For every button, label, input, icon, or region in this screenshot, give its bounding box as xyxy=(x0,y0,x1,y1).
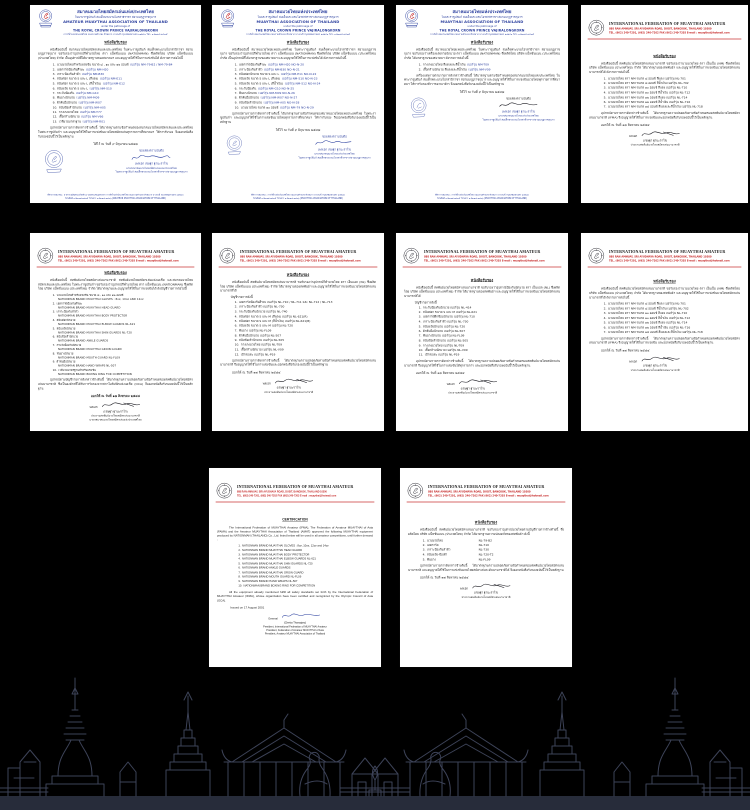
date-line: ให้ไว้ ณ วันที่ ๙ มิถุนายน ๒๕๔๗ xyxy=(275,128,321,132)
letterhead xyxy=(219,247,378,267)
list-item: กางเกงมวยไทย เบอร์รุ่น NL-T09 xyxy=(240,343,283,347)
certificate-thumbnail-7[interactable] xyxy=(396,233,568,431)
org-patronage-english: under the patronage of xyxy=(100,24,131,28)
list-item: สนับศอก ขนาด S และ M (สีน้ำเงิน) เบอร์รุ่น NL-621(B) xyxy=(238,319,311,323)
date-line: ให้ไว้ ณ วันที่ ๙ มิถุนายน ๒๕๔๗ xyxy=(93,142,138,147)
list-item: NATIONMAN BRAND HAND WRAPS NL-507 xyxy=(241,579,298,583)
document-title: หนังสือรับรอง xyxy=(470,277,494,283)
list-item: NATIONMAN BRAND MUAYTHAI SHIN GUARDS NL-720 xyxy=(241,561,313,565)
org-name: INTERNATIONAL FEDERATION OF MUAYTHAI AMATEUR xyxy=(427,484,545,489)
list-item: สนับข้อเท้านักมวย เบอร์รุ่น NM-A05 xyxy=(58,105,106,110)
certificate-thumbnail-5[interactable] xyxy=(30,233,201,431)
federation-logo-icon xyxy=(588,247,605,264)
list-item: เวทีมวยมาตรฐานสำหรับแข่งขัน NATIONMAN BRAND BOXING RING FOR COMPETITION xyxy=(57,368,132,376)
certificate-thumbnail-1[interactable] xyxy=(30,5,201,203)
date-line: ออกให้ ณ วันที่ ๑๗ สิงหาคม ๒๕๔๔ xyxy=(231,370,281,375)
closing-paragraph: เครื่องแต่งกายตามรายการดังกล่าวข้างต้นนี้ ได้มาตรฐานตามข้อกำหนดของสมาคมมวยไทยแห่งประเทศไทย ในพระราชูปถัมภ์ สมเด็จพระบรมโอรสาธิราชฯ สยามมกุฎราชกุมาร และอนุญาตให้ใช้ในการแข่งขันมวยไทยทุกรายการที่สมาคมฯ ให้การรับรองทั่วราชอาณาจักร จึงออกหนังสือรับรองฉบับนี้ไว้เป็นหลักฐาน xyxy=(403,74,560,87)
list-item: นวมมวยไทย ตรา NM ขนาด ๑๒ ออนซ์ สีน้ำเงิน เบอร์รุ่น NL-716 xyxy=(607,100,691,105)
list-item: เฮดการ์ดฝึกซ้อมนักมวย เบอร์รุ่น NL-710 xyxy=(422,315,475,319)
org-name: INTERNATIONAL FEDERATION OF MUAYTHAI AMATEUR xyxy=(239,249,357,254)
list-item: กระจับป้องกัน เบอร์รุ่น NM-G10 NO-N-25 xyxy=(238,86,295,91)
list-item: NATIONMAN BRAND MUAYTHAI ELBOW GUARDS NL-621 xyxy=(241,557,316,561)
signatory-title: ประธานสหพันธ์มวยไทยสมัครเล่นนานาชาติ xyxy=(461,595,511,599)
list-item: ผ้าพันมือนักมวย NATIONMAN BRAND HAND WRAPS NL-507 xyxy=(56,359,117,368)
list-item: ผ้าพันมือนักมวย เบอร์รุ่น NL-507 xyxy=(422,329,466,334)
signature-label: พลเอก xyxy=(629,360,638,364)
association-logo-icon xyxy=(403,8,420,29)
list-item: เฮดการ์ดป้องกันศีรษะ เบอร์รุ่น NM-H20 xyxy=(56,67,109,72)
equipment-list xyxy=(604,302,740,335)
letterhead xyxy=(30,5,201,36)
equipment-list xyxy=(238,544,373,588)
signatory-name: (เชษฐา ฐานะจาโร) xyxy=(460,386,485,391)
signature xyxy=(273,377,314,386)
signatory-title: ประธานสหพันธ์มวยไทยสมัครเล่นนานาชาติ xyxy=(448,391,498,395)
list-item: สนับศอก ขนาด S และ M เบอร์รุ่น NL-621 xyxy=(422,310,478,315)
org-address: 888 RAN AMNUAY, SRI AYUDHAYA ROAD, DUSIT, BANGKOK, THAILAND 10300 xyxy=(608,255,712,259)
letterhead xyxy=(407,482,566,502)
signatory-title-2: ในพระราชูปถัมภ์ สมเด็จพระบรมโอรสาธิราชฯ สยามมกุฎราชกุมาร xyxy=(115,170,188,174)
list-item: กระจับป้องกัน เบอร์รุ่น NM-G10 xyxy=(56,91,99,95)
signatory-name: (เชษฐา ฐานะจาโร) xyxy=(643,138,668,143)
list-item: เกราะป้องกันลำตัว เบอร์รุ่น NL-730 xyxy=(422,320,469,324)
list-lead-in: บัญชีรายการดังนี้ xyxy=(230,295,253,299)
certificate-thumbnail-6[interactable] xyxy=(212,233,384,431)
certificate-thumbnail-8[interactable] xyxy=(581,233,748,431)
signature xyxy=(314,139,355,148)
temple-skyline-art xyxy=(0,650,750,810)
document-title: หนังสือรับรอง xyxy=(104,270,127,275)
list-item: เป้าล่อเตะ เบอร์รุ่น NL-P19 xyxy=(424,353,460,357)
letterhead xyxy=(212,5,384,36)
body-paragraph: หนังสือฉบับนี้ สหพันธ์มวยไทยสมัครเล่นนานาชาติ ขอรับรองว่านวมมวยไทย ตรา เอ็นเอ็ม (NM) ซึ่งผลิตโดย บริษัท แน็ทชั่นแมน (ประเทศไทย) จำกัด ได้มาตรฐานของสหพันธ์ฯ และอนุญาตให้ใช้ในการแข่งขันมวยไทยสมัครเล่นนานาชาติได้ ดังรายการต่อไปนี้ xyxy=(588,61,740,74)
list-item: สนับข้อเท้านักมวย เบอร์รุ่น NL-505 xyxy=(238,338,285,342)
signatory-title: ประธานสหพันธ์มวยไทยสมัครเล่นนานาชาติ xyxy=(264,390,314,394)
document-title: หนังสือรับรอง xyxy=(286,39,310,45)
list-item: ฟันยาง เบอร์รุ่น NL-FL09 xyxy=(238,329,272,333)
closing-paragraph: อุปกรณ์ตามรายการดังกล่าวข้างต้นนี้ ได้มาตรฐานความปลอดภัยตามข้อกำหนดของสหพันธ์มวยไทยสมัครเล่นนานาชาติ (IFMA) จึงอนุญาตให้ใช้ในการแข่งขันและออกหนังสือรับรองฉบับนี้ไว้เป็นหลักฐาน xyxy=(588,111,740,120)
closing-paragraph: อุปกรณ์ตามรายการดังกล่าวข้างต้นนี้ ได้มาตรฐานความปลอดภัยตามข้อกำหนดของสหพันธ์มวยไทยสมัครเล่นนานาชาติ จึงอนุญาตให้ใช้ในการแข่งขันได้ทุกรายการ และออกหนังสือรับรองฉบับนี้ไว้เป็นหลักฐาน xyxy=(403,359,560,368)
document-title: หนังสือรับรอง xyxy=(470,39,494,45)
signature xyxy=(100,401,141,410)
list-item: นวมมวยไทย ตรา NM ขนาด ๑๒ ออนซ์ สีน้ำเงิน เบอร์รุ่น NL-716 xyxy=(607,326,691,330)
org-contact-line: การกีฬาแห่งประเทศไทย ถนนรามคำแหง หัวหมาก บางกะปิ กรุงเทพมหานคร ๑๐๒๔๐ โทร. ๐-๒๓๑๘-๑๔๓๕ xyxy=(246,32,350,36)
closing-paragraph: อุปกรณ์ตามรายการดังกล่าวข้างต้นนี้ ได้มาตรฐานความปลอดภัยตามข้อกำหนดของสหพันธ์มวยไทยสมัครเล่นนานาชาติ (IFMA) จึงอนุญาตให้ใช้ในการแข่งขัน และออกหนังสือรับรองฉบับนี้ไว้เป็นหลักฐาน xyxy=(588,337,740,345)
body-paragraph: หนังสือฉบับนี้ สหพันธ์มวยไทยสมัครเล่นนานาชาติ สหพันธ์มวยไทยสมัครเล่นแห่งเอเชีย และสมาคมมวยไทยสมัครเล่นแห่งประเทศไทย ในพระราชูปถัมภ์ฯ ขอรับรองว่าอุปกรณ์กีฬามวยไทย ตรา แน็ทชั่นแมน (NATIONMAN) ซึ่งผลิตโดย บริษัท แน็ทชั่นแมน (ประเทศไทย) จำกัด ได้มาตรฐานและอนุญาตให้ใช้ในการแข่งขันได้ ดังบัญชีรายการต่อไปนี้ xyxy=(37,278,193,291)
list-item: สนับแข้ง ขนาด S และ L (สีน้ำเงิน) เบอร์รุ่น NM-S12 NO-N-24 xyxy=(238,82,321,86)
org-name: INTERNATIONAL FEDERATION OF MUAYTHAI AMATEUR xyxy=(423,249,541,254)
closing-paragraph: อุปกรณ์ตามรายการดังกล่าวข้างต้นนี้ ได้มาตรฐานตามข้อกำหนดของสมาคมมวยไทยสมัครเล่นแห่งประเทศไทย ในพระราชูปถัมภ์ฯ และอนุญาตให้ใช้ในการแข่งขันมวยไทยสมัครเล่นทุกรายการที่สมาคมฯ ให้การรับรอง จึงออกหนังสือรับรองฉบับนี้ไว้เป็นหลักฐาน xyxy=(37,126,193,139)
org-name-english: MUAYTHAI ASSOCIATION OF THAILAND xyxy=(440,19,524,25)
federation-logo-icon xyxy=(407,482,424,499)
list-item: สนับข้อเท้านักมวย NATIONMAN BRAND ANKLE GUARDS xyxy=(56,334,109,343)
document-title: หนังสือรับรอง xyxy=(653,278,676,284)
federation-logo-icon xyxy=(403,247,420,264)
signatory-title-2: President, Federation of Amateur MUAYTHAI of Asia xyxy=(266,628,324,632)
body-paragraph: หนังสือฉบับนี้ สมาคมมวยไทยแห่งประเทศไทย ในพระราชูปถัมภ์ สมเด็จพระบรมโอรสาธิราชฯ สยามมกุฎราชกุมาร ขอรับรองว่าอุปกรณ์กีฬามวยไทย ตรา แน็ทชั่นแมน (NATIONMAN) ซึ่งผลิตโดย บริษัท แน็ทชั่นแมน (ประเทศไทย) จำกัด เป็นอุปกรณ์ที่ได้มาตรฐานของสมาคมฯ และอนุญาตให้ใช้ในการแข่งขันได้ ดังรายการต่อไปนี้ xyxy=(219,48,376,61)
equipment-list xyxy=(604,77,740,110)
signatory-name: (พลเอก เชษฐา ฐานะจาโร) xyxy=(501,110,536,114)
signatory-title: ประธานสหพันธ์มวยไทยสมัครเล่นนานาชาติ xyxy=(630,368,680,372)
list-item: นวมมวยไทย ตรา NM ขนาด ๑๐ ออนซ์ สีน้ำเงิน เบอร์รุ่น NL-712 xyxy=(607,316,691,320)
list-lead-in: บัญชีรายการดังนี้ xyxy=(414,300,437,305)
list-item: NATIONMAN BRAND MUAYTHAI HEAD GUARD xyxy=(241,548,303,552)
org-name-thai: สมาคมมวยไทยแห่งประเทศไทย xyxy=(268,9,328,15)
certificate-thumbnail-3[interactable] xyxy=(396,5,568,203)
association-stamp xyxy=(43,149,64,174)
list-item: เฮดการ์ดป้องกันศีรษะ NATIONMAN BRAND MUAYTHAI HEAD GUARD xyxy=(56,301,121,309)
equipment-list xyxy=(419,306,560,358)
list-item: นวมมวยไทย ตรา NM ขนาด ๑๐ ออนซ์ สีแดง เบอร์รุ่น NL-710 xyxy=(607,311,688,316)
org-address: 888 RAN AMNUAY, SRI AYUDHAYA ROAD, DUSIT, BANGKOK, THAILAND 10300 xyxy=(239,255,343,259)
list-item: สนับศอก ขนาด S และ M (สีแดง) เบอร์รุ่น NL-621(R) xyxy=(238,314,308,319)
list-item: NATIONMAN BRAND ANKLE GUARDS xyxy=(241,566,291,570)
signature xyxy=(640,130,681,139)
signatory-name: (พลเอก เชษฐา ฐานะจาโร) xyxy=(317,148,352,152)
footer-address: ที่ทำการสมาคม : การกีฬาแห่งประเทศไทย ถนนรามคำแหง หัวหมาก บางกะปิ กรุงเทพมหานคร ๑๐๒๔๐ xyxy=(435,193,529,197)
date-line: ให้ไว้ ณ วันที่ ๙ มิถุนายน ๒๕๔๗ xyxy=(459,90,505,94)
signatory-title: President, International Federation of MUAYTHAI Amateur xyxy=(263,624,327,628)
signatory-name: (Chetta Thanajaro) xyxy=(283,620,307,624)
equipment-list xyxy=(235,63,376,110)
body-paragraph: The International Federation of MUAYTHAI Amateur (IFMA), The Federation of Amateur MUAYTHAI of Asia (FAMA) and the Amateur MUAYTHAI Association of Thailand (AMAT) approved the following MUAYTHAI equipment produced by NATIONMAN (THAILAND) Co., Ltd. listed below will be used in all amateur competitions, until further demand : xyxy=(216,525,373,542)
list-item: สนับแข้ง ขนาด S และ L (สีแดง) เบอร์รุ่น NM-S10 NO-N-23 xyxy=(238,77,318,81)
org-phone: TEL. (662) 240-7201, (662) 240-7202 FAX (662) 240-7203 E-mail : muaythai@hotmail.com xyxy=(608,258,730,262)
org-phone: TEL. (662) 240-7201, (662) 240-7202 FAX (662) 240-7203 E-mail : muaythai@hotmail.com xyxy=(608,30,730,34)
list-item: ฟันยางนักมวย เบอร์รุ่น NM-M09 xyxy=(56,96,100,100)
signature xyxy=(280,612,321,621)
equipment-list xyxy=(423,539,564,562)
list-item: นวมมวยไทย ตรา NM ขนาด ๑๐ ออนซ์ สีแดง เบอร์รุ่น NL-710 xyxy=(607,86,688,90)
signature xyxy=(471,582,512,591)
body-paragraph: หนังสือฉบับนี้ สมาคมมวยไทยสมัครเล่นแห่งประเทศไทย ในพระราชูปถัมภ์ สมเด็จพระบรมโอรสาธิราชฯ สยามมกุฎราชกุมาร ขอรับรองว่าอุปกรณ์กีฬามวยไทย ตรา แน็ทชั่นแมน (NATIONMAN) ซึ่งผลิตโดย บริษัท แน็ทชั่นแมน (ประเทศไทย) จำกัด เป็นอุปกรณ์ที่ได้มาตรฐานของสมาคมฯ และอนุญาตให้ใช้ในการแข่งขันได้ ดังรายการต่อไปนี้ xyxy=(37,48,193,61)
document-title: หนังสือรับรอง xyxy=(286,272,310,277)
signatory-name: (พลเอก เชษฐา ฐานะจาโร) xyxy=(134,162,169,166)
list-item: เฮดการ์ด NL-710 xyxy=(426,543,490,548)
org-phone: TEL. (662) 240-7201, (662) 240-7202 FAX (662) 240-7203 E-mail : muaythai@hotmail.com xyxy=(423,258,545,262)
list-item: NATIONMAN BRAND MUAYTHAI GROIN GUARD xyxy=(241,570,304,574)
document-title: หนังสือรับรอง xyxy=(104,39,127,45)
equipment-list xyxy=(419,63,560,72)
list-item: สนับแข้ง-ข้อเท้า NL-720-T2 xyxy=(426,553,494,557)
federation-logo-icon xyxy=(37,247,54,264)
list-item: ฟันยางนักมวย เบอร์รุ่น NM-M09 NO-N-26 xyxy=(238,91,295,95)
list-item: นวมมวยไทยสำหรับแข่งขัน ขนาด ๘ , ๑๐ และ ๑๒ ออนซ์ เบอร์รุ่น NM-79-B2 / NM-79-B4 xyxy=(56,63,173,67)
letterhead xyxy=(588,19,742,39)
closing-paragraph: อุปกรณ์ตามบัญชีรายการดังกล่าวข้างต้นนี้ ได้มาตรฐานความปลอดภัยตามข้อกำหนดของสหพันธ์มวยไทยสมัครเล่นนานาชาติ ซึ่งเป็นองค์กรที่ได้รับการรับรองจากสภาโอลิมปิกแห่งเอเชีย (OCA) จึงออกหนังสือรับรองฉบับนี้ไว้เป็นหลักฐาน xyxy=(37,378,193,391)
closing-paragraph: All the equipment already mentioned fulfill all safety standards set forth by the International Federation of MUAYTHAI Amateur (IFMA), whose organization have been certified and recognized by the Olympic Council of Asia (OCA). xyxy=(216,590,373,602)
list-item: สนับศอกนักมวย ขนาด S และ L เบอร์รุ่น NM-E11 NO-N-22 xyxy=(238,72,317,76)
document-title: หนังสือรับรอง xyxy=(653,53,676,59)
certificate-thumbnail-9[interactable] xyxy=(209,468,381,667)
list-item: ผ้าพันมือนักมวย เบอร์รุ่น NM-W07 NO-N-27 xyxy=(238,96,298,100)
closing-paragraph: อุปกรณ์ตามรายการดังกล่าวข้างต้นนี้ ได้มาตรฐานความปลอดภัยตามข้อกำหนดของสหพันธ์มวยไทยสมัครเล่นนานาชาติ และอนุญาตให้ใช้ในการแข่งขันมวยไทยสมัครเล่นระดับนานาชาติได้ จึงออกหนังสือรับรองฉบับนี้ไว้เป็นหลักฐาน xyxy=(407,564,564,572)
org-phone: TEL. (662) 240-7201, (662) 240-7202 FAX (662) 240-7203 E-mail : muaythai@hotmail.com xyxy=(57,258,179,262)
org-address: 888 RAN AMNUAY, SRI AYUDHAYA ROAD, DUSIT, BANGKOK, THAILAND 10300 xyxy=(608,27,712,31)
list-item: นวมมวยไทย ตรา NM ขนาด ๘ ออนซ์ สีแดง เบอร์รุ่น NL-701 xyxy=(607,76,686,81)
signatory-title: ประธานสหพันธ์มวยไทยสมัครเล่นนานาชาติ xyxy=(91,414,140,418)
signature-label: พลเอก xyxy=(459,587,469,591)
equipment-list xyxy=(235,300,376,356)
list-item: นวมมวยไทย ตรา NM ขนาด ๑๔ ออนซ์ สีแดงและสีน้ำเงิน เบอร์รุ่น NL-718 xyxy=(607,330,703,335)
org-name: INTERNATIONAL FEDERATION OF MUAYTHAI AMATEUR xyxy=(57,249,175,254)
footer-phone: โทรศัพท์ ๐-๒๓๑๘-๑๔๓๕ โทรสาร ๐-๒๓๑๘-๑๔๓๖ (MUAYTHAI ASSOCIATION OF THAILAND) xyxy=(436,197,528,200)
certificate-thumbnail-2[interactable] xyxy=(212,5,384,203)
org-name-thai: สมาคมมวยไทยแห่งประเทศไทย xyxy=(452,9,512,15)
org-contact-line: การกีฬาแห่งประเทศไทย ถนนรามคำแหง หัวหมาก บางกะปิ กรุงเทพมหานคร ๑๐๒๔๐ โทร. ๐-๒๓๑๘-๑๔๓๕ xyxy=(430,32,534,36)
signatory-title: นายกสมาคมมวยไทยสมัครเล่นแห่งประเทศไทย xyxy=(125,166,177,170)
letterhead xyxy=(216,482,375,502)
list-item: กระจับป้องกันนักมวย เบอร์รุ่น NL-414 xyxy=(422,305,472,310)
letterhead xyxy=(37,247,195,267)
org-patronage-english: under the patronage of xyxy=(467,24,497,28)
org-name: INTERNATIONAL FEDERATION OF MUAYTHAI AMATEUR xyxy=(236,484,354,489)
federation-logo-icon xyxy=(588,19,605,36)
org-name-english: AMATEUR MUAYTHAI ASSOCIATION OF THAILAND xyxy=(63,19,168,25)
list-item: เฮดการ์ดป้องกันศีรษะ เบอร์รุ่น NL-710 / NL-711 และ NL-712 / NL-713 xyxy=(238,300,333,304)
list-item: เสื้อกล้ามนักมวย สีแดงและสีน้ำเงิน เบอร์รุ่น NM-V09 xyxy=(422,67,491,72)
federation-logo-icon xyxy=(219,247,236,264)
list-item: ฟันยางนักมวย NATIONMAN BRAND MOUTH GUARD NL-FL09 xyxy=(56,351,120,359)
signature xyxy=(457,378,498,387)
list-item: เป้าล่อเตะ เบอร์รุ่น NL-P19 xyxy=(240,352,276,357)
org-phone: TEL. (662) 240-7201, (662) 240-7202 FAX (662) 240-7203 E-mail : muaythai@hotmail.com xyxy=(236,493,337,497)
list-item: กระจับป้องกันนักมวย เบอร์รุ่น NL-740 xyxy=(238,310,288,314)
federation-logo-icon xyxy=(216,482,233,499)
certificate-thumbnail-10[interactable] xyxy=(400,468,572,667)
list-item: นวมมวยไทย ตรา NM ขนาด ๘ ออนซ์ สีแดง เบอร์รุ่น NL-701 xyxy=(607,302,686,306)
signatory-title: นายกสมาคมมวยไทยแห่งประเทศไทย xyxy=(498,114,539,118)
signature-label: พลเอก xyxy=(89,405,98,410)
list-item: สนับแข้งนักมวย เบอร์รุ่น NL-720 xyxy=(422,324,466,329)
org-patronage-thai: ในพระราชูปถัมภ์ สมเด็จพระบรมโอรสาธิราชฯ สยามมกุฎราชกุมาร xyxy=(75,15,156,19)
closing-paragraph: อุปกรณ์ตามรายการดังกล่าวข้างต้นนี้ ได้มาตรฐานความปลอดภัยตามข้อกำหนดของสหพันธ์มวยไทยสมัครเล่นนานาชาติ จึงอนุญาตให้ใช้ในการแข่งขันและออกหนังสือรับรองฉบับนี้ไว้เป็นหลักฐาน xyxy=(219,359,376,367)
list-item: สนับศอกนักมวย NATIONMAN BRAND MUAYTHAI ELBOW GUARDS NL-621 xyxy=(56,318,136,326)
signatory-name: (เชษฐา ฐานะจาโร) xyxy=(276,386,301,390)
body-paragraph: หนังสือฉบับนี้ สหพันธ์มวยไทยสมัครเล่นนานาชาติ ขอรับรองว่าอุปกรณ์มวยไทยตามบัญชีรายการข้างท้ายนี้ ซึ่งผลิตโดย บริษัท แน็ทชั่นแมน (ประเทศไทย) จำกัด ได้มาตรฐานความปลอดภัยของสหพันธ์ฯ ดังนี้ xyxy=(407,528,564,536)
signature-label: ขอแสดงความนับถือ xyxy=(322,135,347,139)
signature xyxy=(498,101,539,110)
org-name-english: MUAYTHAI ASSOCIATION OF THAILAND xyxy=(256,19,340,25)
signature xyxy=(131,153,172,162)
footer-address: ที่ทำการสมาคม : อาคารเฉลิมพระเกียรติ ๗ รอบพระชนมพรรษา การกีฬาแห่งประเทศไทย ถนนรามคำแหง หัวหมาก บางกะปิ กรุงเทพมหานคร ๑๐๒๔๐ xyxy=(47,193,184,197)
list-item: เสื้อกล้ามนักมวย เบอร์รุ่น NL-V09 xyxy=(424,348,468,353)
list-item: เกราะป้องกันลำตัว เบอร์รุ่น NM-B30 xyxy=(56,72,105,76)
list-item: สนับแข้ง ขนาด S และ M เบอร์รุ่น NL-720 xyxy=(238,324,293,328)
body-paragraph: หนังสือฉบับนี้ สมาคมมวยไทยแห่งประเทศไทย ในพระราชูปถัมภ์ สมเด็จพระบรมโอรสาธิราชฯ สยามมกุฎราชกุมาร ขอรับรองว่าเครื่องแต่งกายนักมวย ตรา แน็ทชั่นแมน (NATIONMAN) ซึ่งผลิตโดย บริษัท แน็ทชั่นแมน (ประเทศไทย) จำกัด ได้มาตรฐานของสมาคมฯ ดังรายการต่อไปนี้ xyxy=(403,48,560,61)
equipment-list xyxy=(53,63,193,124)
signature-label: พลเอก xyxy=(262,382,271,386)
association-stamp xyxy=(409,97,428,119)
list-item: นวมมวยไทย ตรา NM ขนาด ๑๒ ออนซ์ สีแดง เบอร์รุ่น NL-714 xyxy=(607,321,688,325)
list-item: เกราะป้องกันลำตัว NATIONMAN BRAND MUAYTHAI BODY PROTECTOR xyxy=(56,309,128,318)
signatory-title-2: ในพระราชูปถัมภ์ สมเด็จพระบรมโอรสาธิราชฯ สยามมกุฎราชกุมาร xyxy=(298,156,371,160)
signature-label: ขอแสดงความนับถือ xyxy=(139,149,164,153)
signatory-title: นายกสมาคมมวยไทยแห่งประเทศไทย xyxy=(314,152,355,156)
equipment-list xyxy=(53,293,193,376)
date-line: ออกให้ ณ วันที่ ๑๗ สิงหาคม ๒๕๔๔ xyxy=(90,394,141,399)
list-item: สนับศอก ขนาด S และ L (สีแดง) เบอร์รุ่น NM-E11 xyxy=(56,77,123,81)
signature xyxy=(640,355,681,364)
body-paragraph: หนังสือฉบับนี้ สหพันธ์มวยไทยสมัครเล่นนานาชาติ ขอรับรองว่าอุปกรณ์ป้องกันนักมวย ตรา เอ็นแอล (NL) ซึ่งผลิตโดย บริษัท แน็ทชั่นแมน (ประเทศไทย) จำกัด ได้มาตรฐานของสหพันธ์ฯ และอนุญาตให้ใช้ในการแข่งขันมวยไทยสมัครเล่นนานาชาติได้ xyxy=(403,285,560,298)
closing-paragraph: อุปกรณ์ตามรายการดังกล่าวข้างต้นนี้ ได้มาตรฐานตามข้อกำหนดของสมาคมมวยไทยแห่งประเทศไทย ในพระราชูปถัมภ์ฯ และอนุญาตให้ใช้ในการแข่งขันมวยไทยทุกรายการที่สมาคมฯ ให้การรับรอง จึงออกหนังสือรับรองฉบับนี้ไว้เป็นหลักฐาน xyxy=(219,112,376,125)
list-item: กางเกงมวยไทย เบอร์รุ่น NL-T09 xyxy=(422,343,465,348)
letterhead xyxy=(396,5,568,36)
org-name: INTERNATIONAL FEDERATION OF MUAYTHAI AMATEUR xyxy=(608,21,726,26)
list-item: นวมมวยไทย ตรา NM ขนาด ๑๒ ออนซ์ สีแดง เบอร์รุ่น NL-714 xyxy=(607,95,688,100)
association-logo-icon xyxy=(37,8,54,29)
org-phone: TEL. (662) 240-7201, (662) 240-7202 FAX (662) 240-7203 E-mail : muaythai@hotmail.com xyxy=(239,258,361,262)
list-item: สนับแข้ง ขนาด S และ L เบอร์รุ่น NM-S10 xyxy=(56,86,112,91)
letterhead xyxy=(588,247,742,267)
list-item: NATIONMAN BRAND MOUTH GUARD NL-FL09 xyxy=(241,575,302,579)
body-paragraph: หนังสือฉบับนี้ สหพันธ์มวยไทยสมัครเล่นนานาชาติ ขอรับรองว่าอุปกรณ์กีฬามวยไทย ตรา เอ็นแอล (NL) ซึ่งผลิตโดย บริษัท แน็ทชั่นแมน (ประเทศไทย) จำกัด ได้มาตรฐานของสหพันธ์ฯ และอนุญาตให้ใช้ในการแข่งขันมวยไทยสมัครเล่นนานาชาติได้ xyxy=(219,280,376,293)
list-item: ผ้าพันมือนักมวย เบอร์รุ่น NL-507 xyxy=(238,333,282,338)
list-item: NATIONMAN BRAND MUAYTHAI BODY PROTECTOR xyxy=(241,553,310,557)
list-item: เกราะป้องกันลำตัว NL-730 xyxy=(426,548,490,552)
list-item: กางเกงมวยไทย สีแดงและสีน้ำเงิน เบอร์รุ่น NM-T09 xyxy=(422,63,489,67)
date-line: Issued on 17 August 2001 xyxy=(230,605,265,610)
document-title: CERTIFICATION xyxy=(282,517,308,522)
list-item: กางเกงมวยไทย เบอร์รุ่น NM-T77 xyxy=(58,110,102,114)
list-item: นวมมวยไทยสำหรับแข่งขัน ขนาด ๘ , ๑๐ และ ๑๒ ออนซ์ NATIONMAN BRAND MUAYTHAI GLOVES : 8oz, 10oz AND 12oz xyxy=(56,293,144,301)
list-item: เฮดการ์ดป้องกันศีรษะ เบอร์รุ่น NM-H20 NO-N-20 xyxy=(238,63,304,67)
list-item: NATIONMAN BRAND MUAYTHAI GLOVES : 8oz, 10oz, 12oz and 14oz xyxy=(241,544,329,548)
list-item: เสื้อกล้ามนักมวย เบอร์รุ่น NM-V66 xyxy=(58,115,104,119)
org-patronage-english: under the patronage of xyxy=(283,24,313,28)
org-address: 888 RAN AMNUAY, SRI AYUDHAYA ROAD, DUSIT, BANGKOK, THAILAND 10300 xyxy=(423,255,527,259)
signature-label: พลเอก xyxy=(629,134,638,139)
list-item: สนับศอก ขนาด S และ L (สีน้ำเงิน) เบอร์รุ่น NM-E12 xyxy=(56,82,125,86)
signatory-name: (เชษฐา ฐานะจาโร) xyxy=(643,364,668,368)
signatory-name: (เชษฐา ฐานะจาโร) xyxy=(473,591,499,595)
list-item: ฟันยาง NL-FL09 xyxy=(426,557,491,562)
letterhead xyxy=(403,247,562,267)
footer-phone: โทรศัพท์ ๐-๒๓๑๘-๑๔๓๕ โทรสาร ๐-๒๓๑๘-๑๔๓๖ (MUAYTHAI ASSOCIATION OF THAILAND) xyxy=(252,197,344,200)
association-logo-icon xyxy=(219,8,236,29)
org-name-thai: สมาคมมวยไทยสมัครเล่นแห่งประเทศไทย xyxy=(77,9,154,15)
list-item: นวมมวยไทย ตรา NM ขนาด ๑๐ ออนซ์ สีน้ำเงิน เบอร์รุ่น NL-712 xyxy=(607,91,691,95)
list-item: เสื้อกล้ามนักมวย เบอร์รุ่น NL-V09 xyxy=(240,348,284,352)
document-title: หนังสือรับรอง xyxy=(474,519,498,525)
date-line: ออกให้ ณ วันที่ ๑๗ สิงหาคม ๒๕๔๔ xyxy=(415,371,465,376)
list-item: ฟันยางนักมวย เบอร์รุ่น NL-FL09 xyxy=(422,334,465,338)
list-item: เวทีมวยมาตรฐาน เบอร์รุ่น NM-R01 xyxy=(58,120,105,124)
list-item: สนับข้อเท้านักมวย เบอร์รุ่น NM-A05 NO-N-28 xyxy=(238,101,300,105)
org-name: INTERNATIONAL FEDERATION OF MUAYTHAI AMATEUR xyxy=(608,249,726,254)
signatory-title-2: ในพระราชูปถัมภ์ สมเด็จพระบรมโอรสาธิราชฯ สยามมกุฎราชกุมาร xyxy=(482,118,555,122)
footer-address: ที่ทำการสมาคม : การกีฬาแห่งประเทศไทย ถนนรามคำแหง หัวหมาก บางกะปิ กรุงเทพมหานคร ๑๐๒๔๐ xyxy=(251,193,345,197)
org-patronage-thai: ในพระราชูปถัมภ์ สมเด็จพระบรมโอรสาธิราชฯ สยามมกุฎราชกุมาร xyxy=(257,15,339,19)
list-item: สนับข้อเท้านักมวย เบอร์รุ่น NL-505 xyxy=(422,339,469,343)
signatory-title-2: นายกสมาคมมวยไทยสมัครเล่นแห่งประเทศไทย xyxy=(89,418,142,422)
list-item: เกราะป้องกันลำตัว เบอร์รุ่น NL-730 xyxy=(238,305,285,309)
date-line: ออกให้ ณ วันที่ ๑๗ สิงหาคม ๒๕๔๔ xyxy=(600,123,650,128)
association-stamp xyxy=(225,135,243,156)
list-item: NATIONMAN BRAND BOXING RING FOR COMPETITION xyxy=(243,584,316,588)
signature-label: ขอแสดงความนับถือ xyxy=(506,97,531,101)
date-line: ออกให้ ณ วันที่ ๑๗ สิงหาคม ๒๕๔๔ xyxy=(419,575,469,580)
list-item: นวมมวยไทย NL-79-B2 xyxy=(426,538,492,543)
list-item: นวมมวยไทย ตรา NM ขนาด ๘ ออนซ์ สีน้ำเงิน เบอร์รุ่น NL-702 xyxy=(607,307,689,311)
org-phone: TEL. (662) 240-7201, (662) 240-7202 FAX (662) 240-7203 E-mail : muaythai@hotmail.com xyxy=(427,493,549,497)
footer-phone: โทรศัพท์ ๐-๒๓๑๘-๑๔๓๕ โทรสาร ๐-๒๓๑๘-๑๔๓๖ (AMATEUR MUAYTHAI ASSOCIATION OF THAILAND) xyxy=(65,197,166,200)
org-address: 888 RAN AMNUAY, SRI AYUDHAYA ROAD, DUSIT, BANGKOK, THAILAND 10300 xyxy=(57,255,161,259)
date-line: ออกให้ ณ วันที่ ๑๗ สิงหาคม ๒๕๔๔ xyxy=(600,348,650,353)
org-patronage-thai: ในพระราชูปถัมภ์ สมเด็จพระบรมโอรสาธิราชฯ สยามมกุฎราชกุมาร xyxy=(441,15,523,19)
signature-label: General xyxy=(268,616,278,620)
org-prince-line: THE ROYAL CROWN PRINCE VAJIRALONGKORN xyxy=(439,28,525,33)
signatory-title: ประธานสหพันธ์มวยไทยสมัครเล่นนานาชาติ xyxy=(630,143,680,147)
signature-label: พลเอก xyxy=(446,382,455,387)
list-item: เกราะป้องกันลำตัว เบอร์รุ่น NM-B30 NO-N-21 xyxy=(238,67,300,72)
list-item: สนับแข้งนักมวย NATIONMAN BRAND MUAYTHAI SHIN GUARDS NL-720 xyxy=(56,326,132,334)
list-item: นวมมวยไทย ตรา NM ขนาด ๘ ออนซ์ สีน้ำเงิน เบอร์รุ่น NL-702 xyxy=(607,81,689,86)
org-prince-line: THE ROYAL CROWN PRINCE VAJIRALONGKORN xyxy=(255,28,341,33)
org-contact-line: การกีฬาแห่งประเทศไทย ถนนรามคำแหง หัวหมาก บางกะปิ กรุงเทพมหานคร ๑๐๒๔๐ โทร. ๐-๒๓๑๘-๑๔๓๕ xyxy=(63,32,168,36)
list-item: นวมมวยไทย ตรา NM ขนาด ๑๔ ออนซ์ สีแดงและสีน้ำเงิน เบอร์รุ่น NL-718 xyxy=(607,105,703,109)
list-item: นวมมวยไทย ขนาด ๑๐ ออนซ์ เบอร์รุ่น NM-79 NO-N-29 xyxy=(240,105,314,110)
org-prince-line: THE ROYAL CROWN PRINCE VAJIRALONGKORN xyxy=(72,28,159,33)
list-item: กระจับป้องกันนักมวย NATIONMAN BRAND MUAYTHAI GROIN GUARD xyxy=(56,343,122,351)
certificate-thumbnail-4[interactable] xyxy=(581,5,748,203)
org-address: 888 RAN AMNUAY, SRI AYUDHAYA ROAD, DUSIT, BANGKOK, THAILAND 10300 xyxy=(427,490,531,494)
signatory-name: (เชษฐา ฐานะจาโร) xyxy=(103,410,128,414)
org-address: 888 RAN AMNUAY, SRI AYUDHAYA ROAD, DUSIT, BANGKOK, THAILAND 10300 xyxy=(236,490,327,494)
list-item: ผ้าพันมือนักมวย เบอร์รุ่น NM-W07 xyxy=(56,101,102,105)
signatory-title-3: President, Amateur MUAYTHAI Association of Thailand xyxy=(264,632,326,636)
body-paragraph: หนังสือฉบับนี้ สหพันธ์มวยไทยสมัครเล่นนานาชาติ ขอรับรองว่านวมมวยไทย ตรา เอ็นเอ็ม (NM) ซึ่งผลิตโดย บริษัท แน็ทชั่นแมน (ประเทศไทย) จำกัด ได้มาตรฐานของสหพันธ์ฯ และอนุญาตให้ใช้ในการแข่งขันมวยไทยสมัครเล่นนานาชาติได้ ดังรายการต่อไปนี้ xyxy=(588,287,740,300)
